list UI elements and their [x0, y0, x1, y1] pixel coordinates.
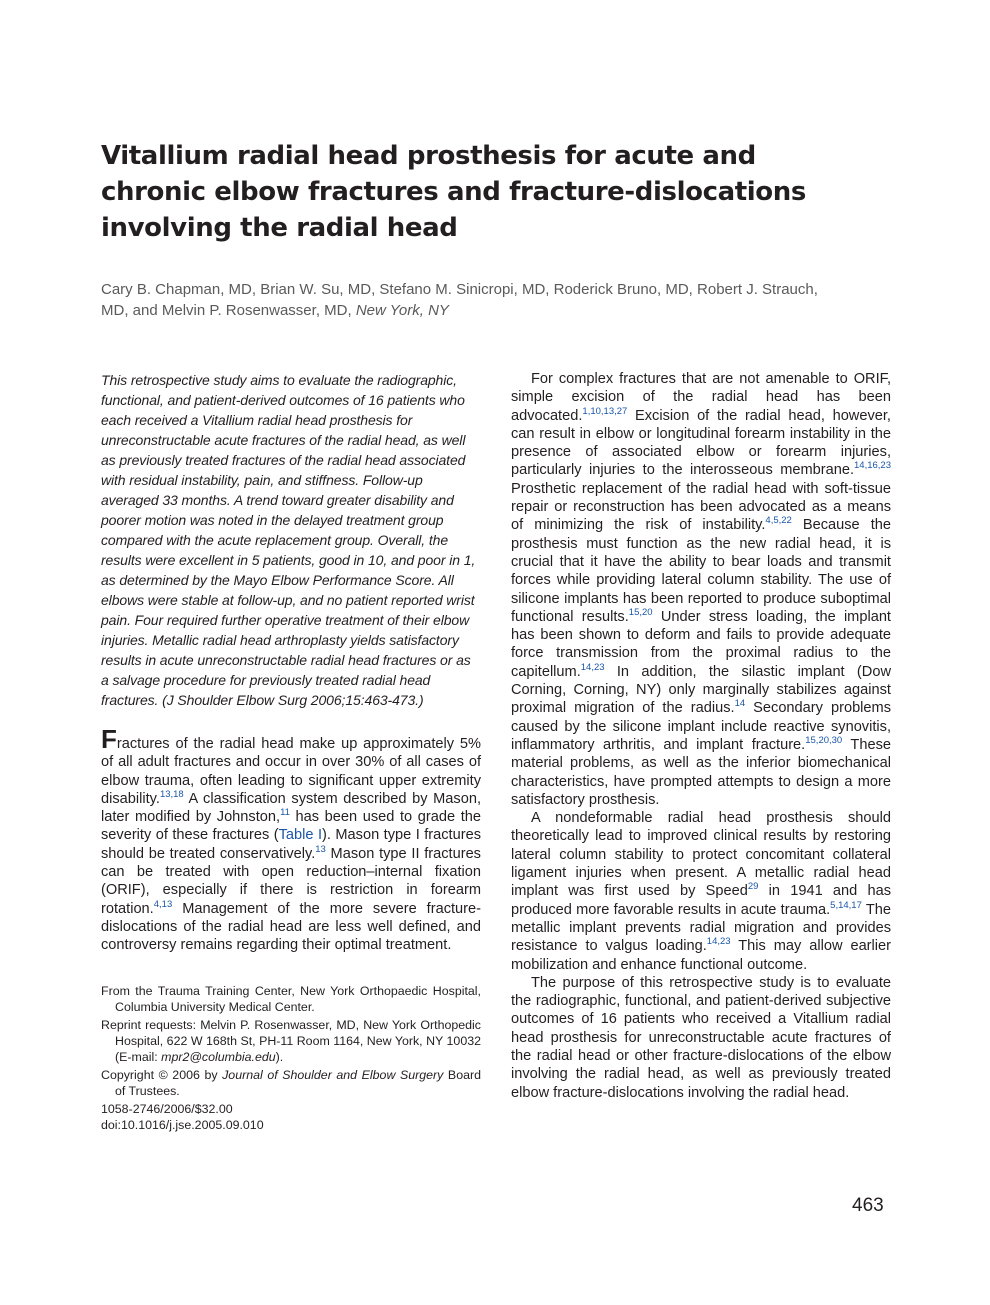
citation-link[interactable]: 14 — [734, 698, 746, 710]
authors-names: Cary B. Chapman, MD, Brian W. Su, MD, Stefano M. Sinicropi, MD, Roderick Bruno, MD, Robert J. Strauch, MD, and Melvin P. Rosenwasser, MD, — [101, 281, 818, 319]
article-title: Vitallium radial head prosthesis for acute and chronic elbow fractures and fracture-dislocations involving the radial head — [101, 141, 806, 243]
citation-link[interactable]: 15,20,30 — [805, 734, 843, 746]
p1-text-7: Secondary problems caused by the silicone implant include reactive synovitis, inflammatory arthritis, and implant fracture. — [511, 700, 891, 753]
citation-link[interactable]: 14,23 — [580, 661, 605, 673]
left-column — [101, 370, 481, 1133]
citation-link[interactable]: 1,10,13,27 — [582, 405, 628, 417]
p1-text-5: Under stress loading, the implant has been shown to deform and fails to provide adequate force transmission from the proximal radius to the capitellum. — [511, 608, 891, 680]
citation-link[interactable]: 4,5,22 — [765, 515, 792, 527]
right-column — [511, 370, 891, 1102]
citation-link[interactable]: 14,16,23 — [854, 460, 891, 472]
citation-link[interactable]: 13,18 — [159, 788, 184, 800]
p2-text-2: in 1941 and has produced more favorable results in acute trauma. — [511, 883, 892, 918]
reprint-note — [101, 1017, 481, 1065]
citation-link[interactable]: 14,23 — [706, 936, 731, 948]
authors-location: New York, NY — [355, 302, 449, 319]
citation-link[interactable]: 4,13 — [153, 898, 173, 910]
p1-text-1: For complex fractures that are not amenable to ORIF, simple excision of the radial head has been advocated. — [511, 371, 891, 424]
table-reference-link[interactable]: Table I — [278, 827, 323, 844]
intro-text-3: has been used to grade the severity of these fractures ( — [101, 809, 481, 844]
intro-text-5: Mason type II fractures can be treated with open reduction–internal fixation (ORIF), especially if there is restriction in forearm rotation. — [101, 845, 481, 917]
p1-text-2: Excision of the radial head, however, can result in elbow or longitudinal forearm instability in the presence of associated elbow or forearm injuries, particularly injuries to the interosseous membrane. — [511, 407, 891, 479]
footnotes — [101, 983, 481, 1133]
intro-text-1: ractures of the radial head make up approximately 5% of all adult fractures and occur in over 30% of all cases of elbow trauma, often leading to significant upper extremity disability. — [101, 736, 481, 807]
drop-cap: F — [101, 724, 117, 754]
copyright-post: Board of Trustees. — [115, 1067, 481, 1098]
citation-link[interactable]: 29 — [747, 881, 759, 893]
body-paragraph-3: The purpose of this retrospective study is to evaluate the radiographic, functional, and patient-derived subjective outcomes of 16 patients who received a Vitallium radial head prosthesis for unreconstructable acute fractures of the radial head or other fracture-dislocations of the elbow involving the radial head, as well as previously treated elbow fracture-dislocations involving the radial head. — [511, 974, 891, 1101]
intro-text-2: A classification system described by Mason, later modified by Johnston, — [101, 790, 481, 826]
intro-paragraph — [101, 724, 481, 955]
p1-text-4: Because the prosthesis must function as the new radial head, it is crucial that it have the ability to bear loads and transmit forces while providing lateral column stability. The use of silicone implants has been reported to produce suboptimal functional results. — [511, 517, 891, 625]
page-number: 463 — [852, 1195, 884, 1216]
reprint-end: ). — [275, 1049, 284, 1064]
copyright-note — [101, 1067, 481, 1099]
body-paragraph-1 — [511, 370, 891, 809]
p1-text-6: In addition, the silastic implant (Dow Corning, Corning, NY) only marginally stabilizes against proximal migration of the radius. — [511, 663, 891, 717]
intro-text-6: Management of the more severe fracture-dislocations of the radial head are less well defined, and controversy remains regarding their optimal treatment. — [101, 900, 481, 954]
body-paragraph-2 — [511, 809, 891, 974]
copyright-pre: Copyright © 2006 by — [101, 1067, 223, 1082]
p1-text-8: These material problems, as well as the inferior biomechanical characteristics, have prompted attempts to design a more satisfactory prosthesis. — [511, 736, 891, 808]
p2-text-3: The metallic implant prevents radial migration and provides resistance to valgus loading. — [511, 901, 891, 955]
citation-link[interactable]: 11 — [280, 807, 290, 819]
affiliation-note: From the Trauma Training Center, New York Orthopaedic Hospital, Columbia University Medical Center. — [101, 983, 481, 1014]
abstract: This retrospective study aims to evaluate the radiographic, functional, and patient-derived outcomes of 16 patients who each received a Vitallium radial head prosthesis for unreconstructable acute fractures of the radial head, as well as previously treated fractures of the radial head associated with residual instability, pain, and stiffness. Follow-up averaged 33 months. A trend toward greater disability and poorer motion was noted in the delayed treatment group compared with the acute replacement group. Overall, the results were excellent in 5 patients, good in 10, and poor in 1, as determined by the Mayo Elbow Performance Score. All elbows were stable at follow-up, and no patient reported wrist pain. Four required further operative treatment of their elbow injuries. Metallic radial head arthroplasty yields satisfactory results in acute unreconstructable radial head fractures or as a salvage procedure for previously treated radial head fractures. (J Shoulder Elbow Surg 2006;15:463-473.) — [101, 372, 476, 708]
citation-link[interactable]: 13 — [315, 843, 326, 855]
citation-link[interactable]: 5,14,17 — [830, 899, 862, 911]
doi-note: doi:10.1016/j.jse.2005.09.010 — [101, 1117, 264, 1132]
citation-link[interactable]: 15,20 — [628, 606, 653, 618]
journal-name: Journal of Shoulder and Elbow Surgery — [222, 1067, 444, 1082]
issn-note: 1058-2746/2006/$32.00 — [101, 1101, 233, 1116]
p1-text-3: Prosthetic replacement of the radial head with soft-tissue repair or reconstruction has been advocated as a means of minimizing the risk of instability. — [511, 480, 891, 534]
p2-text-4: This may allow earlier mobilization and enhance functional outcome. — [511, 938, 892, 973]
intro-text-4: ). Mason type I fractures should be treated conservatively. — [101, 827, 481, 862]
p2-text-1: A nondeformable radial head prosthesis should theoretically lead to improved clinical results by restoring lateral column stability to protect concomitant collateral ligament injuries when present. A metallic radial head implant was first used by Speed — [511, 810, 891, 900]
reprint-text: Reprint requests: Melvin P. Rosenwasser, MD, New York Orthopedic Hospital, 622 W 168th St, PH-11 Room 1164, New York, NY 10032 (E-mail: — [101, 1017, 481, 1064]
email-link[interactable]: mpr2@columbia.edu — [161, 1049, 276, 1064]
author-list — [101, 279, 821, 321]
